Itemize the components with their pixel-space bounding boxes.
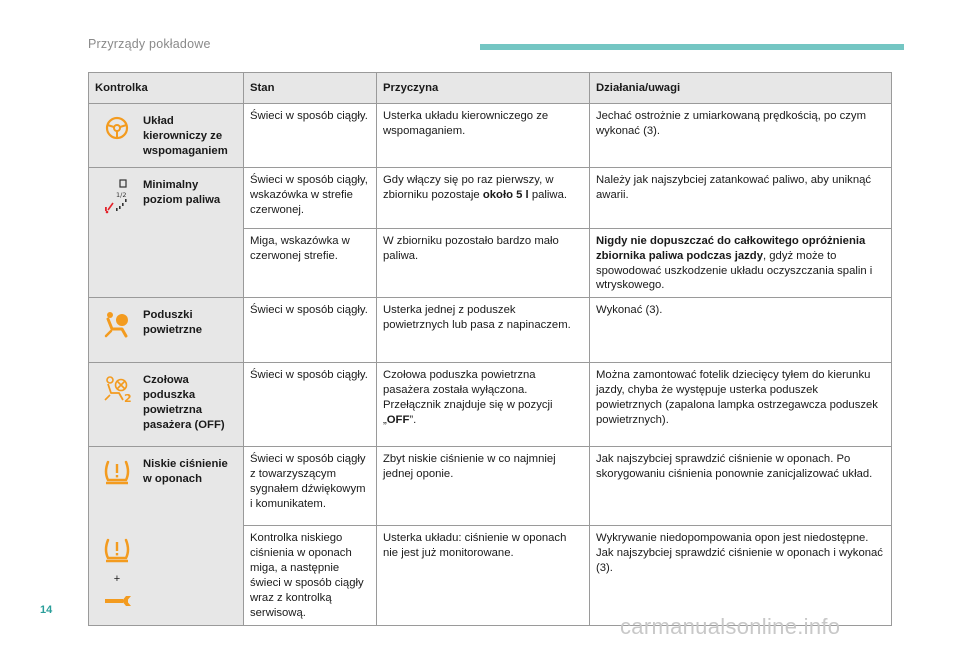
airbag-icon	[102, 309, 132, 339]
state-cell: Świeci w sposób ciągły.	[244, 104, 377, 168]
tyre-pressure-icon	[102, 536, 132, 564]
action-cell: Nigdy nie dopuszczać do całkowitego opróżnienia zbiornika paliwa podczas jazdy, gdyż może to spowodować uszkodzenie układu oczyszczania spalin i wtryskowego.	[590, 228, 892, 298]
action-cell: Można zamontować fotelik dziecięcy tyłem do kierunku jazdy, chyba że występuje usterka poduszek powietrznych (zapalona lampka ostrzegawcza poduszek powietrznych).	[590, 363, 892, 447]
control-name: Niskie ciśnienie w oponach	[143, 458, 228, 486]
cause-cell: Czołowa poduszka powietrzna pasażera została wyłączona. Przełącznik znajduje się w pozycji „OFF”.	[377, 363, 590, 447]
control-name: Minimalny poziom paliwa	[143, 178, 221, 206]
svg-text:2: 2	[124, 392, 132, 405]
cause-cell: Zbyt niskie ciśnienie w co najmniej jednej oponie.	[377, 447, 590, 526]
table-row	[89, 104, 892, 168]
fuel-gauge-icon	[101, 179, 133, 215]
state-cell: Świeci w sposób ciągły.	[244, 298, 377, 363]
plus-sign: +	[113, 573, 121, 586]
watermark: carmanualsonline.info	[620, 614, 841, 639]
cause-cell: Usterka układu kierowniczego ze wspomaganiem.	[377, 104, 590, 168]
control-name: Czołowa poduszka powietrzna pasażera (OFF)	[143, 374, 225, 432]
section-title: Przyrządy pokładowe	[88, 37, 211, 51]
state-cell: Kontrolka niskiego ciśnienia w oponach miga, a następnie świeci w sposób ciągły wraz z kontrolką serwisową.	[244, 526, 377, 626]
table-row	[89, 167, 892, 228]
action-cell: Jechać ostrożnie z umiarkowaną prędkością, po czym wykonać (3).	[590, 104, 892, 168]
header-przyczyna: Przyczyna	[377, 73, 590, 104]
action-cell: Wykrywanie niedopompowania opon jest niedostępne. Jak najszybciej sprawdzić ciśnienie w oponach i wykonać (3).	[590, 526, 892, 626]
header-stan: Stan	[244, 73, 377, 104]
table-row	[89, 447, 892, 526]
state-cell: Świeci w sposób ciągły, wskazówka w strefie czerwonej.	[244, 167, 377, 228]
cause-cell: W zbiorniku pozostało bardzo mało paliwa.	[377, 228, 590, 298]
table-row	[89, 363, 892, 447]
control-name: Układ kierowniczy ze wspomaganiem	[143, 115, 228, 157]
state-cell: Miga, wskazówka w czerwonej strefie.	[244, 228, 377, 298]
control-cell	[89, 167, 244, 298]
action-cell: Jak najszybciej sprawdzić ciśnienie w oponach. Po skorygowaniu ciśnienia ponownie zanicjalizować układ.	[590, 447, 892, 526]
control-cell	[89, 104, 244, 168]
cause-cell: Usterka układu: ciśnienie w oponach nie jest już monitorowane.	[377, 526, 590, 626]
passenger-airbag-off-icon	[101, 374, 133, 404]
state-cell: Świeci w sposób ciągły z towarzyszącym sygnałem dźwiękowym i komunikatem.	[244, 447, 377, 526]
header-dzialania: Działania/uwagi	[590, 73, 892, 104]
state-cell: Świeci w sposób ciągły.	[244, 363, 377, 447]
cause-cell: Gdy włączy się po raz pierwszy, w zbiorniku pozostaje około 5 l paliwa.	[377, 167, 590, 228]
tyre-pressure-icon	[102, 458, 132, 486]
action-cell: Należy jak najszybciej zatankować paliwo, aby uniknąć awarii.	[590, 167, 892, 228]
service-wrench-icon	[102, 593, 132, 609]
page-number: 14	[40, 604, 53, 616]
table-row	[89, 298, 892, 363]
warning-lights-table	[88, 72, 892, 626]
control-cell	[89, 447, 244, 626]
control-cell	[89, 298, 244, 363]
control-name: Poduszki powietrzne	[143, 309, 202, 337]
table-header-row	[89, 73, 892, 104]
header-accent-bar	[480, 44, 904, 50]
control-cell	[89, 363, 244, 447]
steering-warning-icon	[104, 115, 130, 141]
header-kontrolka: Kontrolka	[89, 73, 244, 104]
action-cell: Wykonać (3).	[590, 298, 892, 363]
svg-text:1/2: 1/2	[116, 190, 127, 199]
cause-cell: Usterka jednej z poduszek powietrznych lub pasa z napinaczem.	[377, 298, 590, 363]
